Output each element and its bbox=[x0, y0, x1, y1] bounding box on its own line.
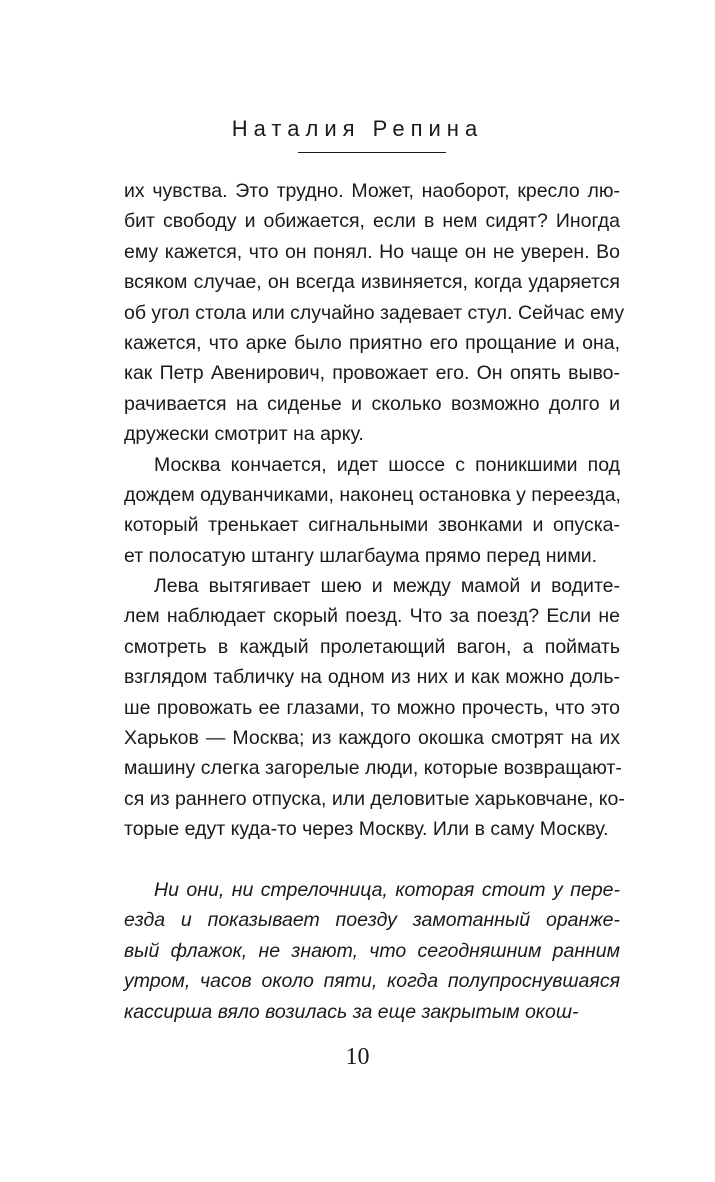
text-line: их чувства. Это трудно. Может, наоборот, кресло лю- bbox=[124, 180, 620, 202]
text-line: смотреть в каждый пролетающий вагон, а поймать bbox=[124, 635, 620, 658]
text-line: об угол стола или случайно задевает стул. Сейчас ему bbox=[124, 301, 625, 324]
text-line: всяком случае, он всегда извиняется, когда ударяется bbox=[124, 271, 620, 294]
text-line: ше провожать ее глазами, то можно прочесть, что это bbox=[124, 696, 620, 719]
text-line: который тренькает сигнальными звонками и опуска- bbox=[124, 514, 620, 537]
text-line: ет полосатую штангу шлагбаума прямо перед ними. bbox=[124, 544, 598, 567]
page-number: 10 bbox=[345, 1044, 370, 1070]
text-line: вый флажок, не знают, что сегодняшним ранним bbox=[124, 939, 620, 962]
body-text bbox=[124, 176, 625, 1027]
paragraph-gap bbox=[124, 845, 620, 875]
text-line: ся из раннего отпуска, или деловитые харьковчане, ко- bbox=[124, 787, 625, 810]
text-line: взглядом табличку на одном из них и как можно доль- bbox=[124, 666, 620, 689]
text-line: ему кажется, что он понял. Но чаще он не уверен. Во bbox=[124, 240, 620, 263]
text-line: как Петр Авенирович, провожает его. Он опять выво- bbox=[124, 362, 620, 385]
text-line: машину слегка загорелые люди, которые возвращают- bbox=[124, 757, 622, 780]
paragraph bbox=[124, 176, 625, 450]
text-line: кажется, что арке было приятно его прощание и она, bbox=[124, 331, 620, 354]
paragraph bbox=[124, 571, 625, 845]
text-line: Москва кончается, идет шоссе с поникшими под bbox=[154, 453, 620, 476]
text-line: утром, часов около пяти, когда полупроснувшаяся bbox=[124, 970, 620, 993]
text-line: Лева вытягивает шею и между мамой и водите- bbox=[154, 575, 620, 598]
text-line: лем наблюдает скорый поезд. Что за поезд? Если не bbox=[124, 605, 620, 628]
text-line: кассирша вяло возилась за еще закрытым окош- bbox=[124, 1000, 579, 1023]
paragraph bbox=[124, 450, 620, 572]
text-line: езда и показывает поезду замотанный оранже- bbox=[124, 909, 620, 932]
text-line: дождем одуванчиками, наконец остановка у переезда, bbox=[124, 483, 621, 506]
text-line: Ни они, ни стрелочница, которая стоит у пере- bbox=[154, 878, 620, 901]
text-line: торые едут куда-то через Москву. Или в саму Москву. bbox=[124, 818, 609, 841]
header-rule bbox=[298, 152, 446, 153]
text-line: Харьков — Москва; из каждого окошка смотрят на их bbox=[124, 727, 620, 750]
text-line: дружески смотрит на арку. bbox=[124, 423, 364, 446]
running-header-author: Наталия Репина bbox=[231, 116, 484, 141]
text-line: бит свободу и обижается, если в нем сидят? Иногда bbox=[124, 210, 620, 233]
italic-paragraph bbox=[124, 875, 620, 1027]
text-line: рачивается на сиденье и сколько возможно долго и bbox=[124, 392, 620, 415]
